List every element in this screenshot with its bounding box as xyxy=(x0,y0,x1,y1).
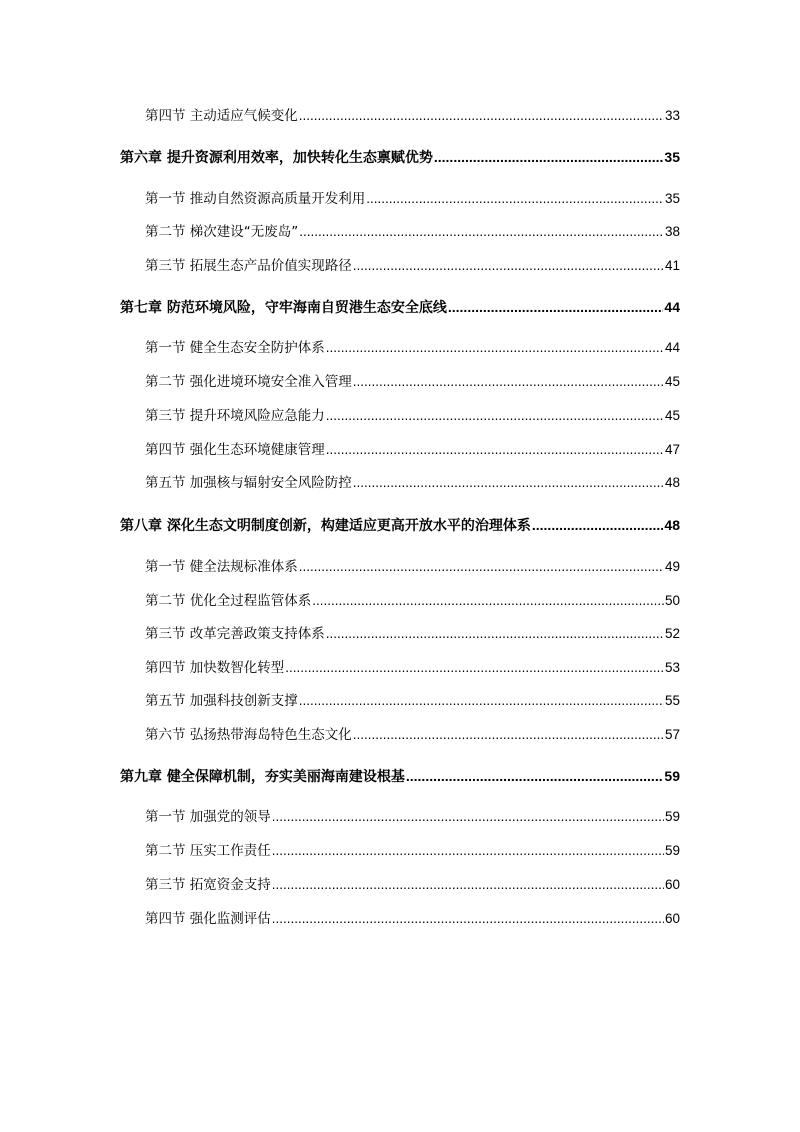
toc-entry[interactable] xyxy=(145,472,680,494)
toc-entry-title: 第六节 弘扬热带海岛特色生态文化 xyxy=(145,727,352,743)
toc-entry-title: 第一节 推动自然资源高质量开发利用 xyxy=(145,191,366,207)
toc-entry-page: 41 xyxy=(664,258,680,273)
dot-leader xyxy=(326,405,664,427)
dot-leader xyxy=(353,724,664,746)
toc-entry-page: 57 xyxy=(664,727,680,742)
toc-chapter-entry[interactable] xyxy=(120,765,680,787)
toc-entry-title: 第一节 健全法规标准体系 xyxy=(145,559,298,575)
toc-entry-title: 第三节 拓展生态产品价值实现路径 xyxy=(145,258,352,274)
toc-entry-title: 第一节 健全生态安全防护体系 xyxy=(145,340,325,356)
toc-chapter-title: 第七章 防范环境风险，守牢海南自贸港生态安全底线 xyxy=(120,300,447,316)
dot-leader xyxy=(272,908,664,930)
dot-leader xyxy=(285,657,664,679)
dot-leader xyxy=(448,296,664,318)
dot-leader xyxy=(353,255,664,277)
toc-entry[interactable] xyxy=(145,908,680,930)
toc-entry[interactable] xyxy=(145,874,680,896)
toc-entry-title: 第四节 强化监测评估 xyxy=(145,911,271,927)
toc-entry[interactable] xyxy=(145,337,680,359)
toc-entry-page: 55 xyxy=(664,693,680,708)
dot-leader xyxy=(272,874,664,896)
toc-entry-page: 50 xyxy=(664,593,680,608)
toc-entry-page: 48 xyxy=(664,475,680,490)
toc-chapter-page: 59 xyxy=(664,768,680,784)
toc-chapter-entry[interactable] xyxy=(120,146,680,168)
dot-leader xyxy=(272,806,664,828)
toc-entry-page: 35 xyxy=(664,191,680,206)
toc-entry[interactable] xyxy=(145,405,680,427)
toc-entry-page: 59 xyxy=(664,843,680,858)
toc-entry-page: 47 xyxy=(664,442,680,457)
toc-entry-page: 45 xyxy=(664,374,680,389)
toc-chapter-page: 44 xyxy=(664,299,680,315)
toc-entry-title: 第三节 拓宽资金支持 xyxy=(145,877,271,893)
toc-entry-title: 第五节 加强科技创新支撑 xyxy=(145,693,298,709)
toc-entry-title: 第一节 加强党的领导 xyxy=(145,809,271,825)
toc-entry[interactable] xyxy=(145,105,680,127)
dot-leader xyxy=(353,371,664,393)
toc-entry-title: 第四节 主动适应气候变化 xyxy=(145,108,298,124)
dot-leader xyxy=(326,337,664,359)
toc-entry[interactable] xyxy=(145,255,680,277)
toc-entry[interactable] xyxy=(145,221,680,243)
toc-chapter-title: 第九章 健全保障机制，夯实美丽海南建设根基 xyxy=(120,769,405,785)
toc-entry[interactable] xyxy=(145,590,680,612)
dot-leader xyxy=(299,556,664,578)
dot-leader xyxy=(272,840,664,862)
toc-entry-title: 第三节 提升环境风险应急能力 xyxy=(145,408,325,424)
toc-entry-page: 52 xyxy=(664,626,680,641)
toc-entry-title: 第二节 强化进境环境安全准入管理 xyxy=(145,374,352,390)
toc-entry-page: 44 xyxy=(664,340,680,355)
toc-entry-title: 第五节 加强核与辐射安全风险防控 xyxy=(145,475,352,491)
toc-entry[interactable] xyxy=(145,806,680,828)
toc-entry-page: 60 xyxy=(664,911,680,926)
toc-entry-page: 53 xyxy=(664,660,680,675)
toc-entry-page: 59 xyxy=(664,809,680,824)
toc-entry-page: 45 xyxy=(664,408,680,423)
toc-chapter-page: 35 xyxy=(664,149,680,165)
toc-entry-page: 38 xyxy=(664,224,680,239)
toc-chapter-title: 第八章 深化生态文明制度创新，构建适应更高开放水平的治理体系 xyxy=(120,518,531,534)
toc-chapter-title: 第六章 提升资源利用效率，加快转化生态禀赋优势 xyxy=(120,150,433,166)
toc-entry-page: 49 xyxy=(664,559,680,574)
toc-entry[interactable] xyxy=(145,690,680,712)
toc-chapter-page: 48 xyxy=(664,517,680,533)
toc-entry-title: 第二节 优化全过程监管体系 xyxy=(145,593,312,609)
dot-leader xyxy=(326,623,664,645)
toc-entry[interactable] xyxy=(145,188,680,210)
toc-entry[interactable] xyxy=(145,657,680,679)
toc-entry[interactable] xyxy=(145,623,680,645)
toc-entry[interactable] xyxy=(145,840,680,862)
toc-chapter-entry[interactable] xyxy=(120,296,680,318)
dot-leader xyxy=(299,105,664,127)
toc-entry-title: 第二节 压实工作责任 xyxy=(145,843,271,859)
dot-leader xyxy=(406,765,664,787)
dot-leader xyxy=(366,188,664,210)
dot-leader xyxy=(434,146,664,168)
toc-entry[interactable] xyxy=(145,439,680,461)
toc-entry-page: 33 xyxy=(664,108,680,123)
toc-entry[interactable] xyxy=(145,724,680,746)
toc-chapter-entry[interactable] xyxy=(120,514,680,536)
dot-leader xyxy=(353,472,664,494)
toc-entry-title: 第四节 强化生态环境健康管理 xyxy=(145,442,325,458)
dot-leader xyxy=(299,690,664,712)
dot-leader xyxy=(299,221,664,243)
dot-leader xyxy=(532,514,664,536)
dot-leader xyxy=(312,590,664,612)
toc-entry-title: 第四节 加快数智化转型 xyxy=(145,660,285,676)
toc-entry-title: 第二节 梯次建设“无废岛” xyxy=(145,224,299,240)
toc-entry-title: 第三节 改革完善政策支持体系 xyxy=(145,626,325,642)
toc-entry[interactable] xyxy=(145,371,680,393)
dot-leader xyxy=(326,439,664,461)
toc-entry[interactable] xyxy=(145,556,680,578)
toc-entry-page: 60 xyxy=(664,877,680,892)
